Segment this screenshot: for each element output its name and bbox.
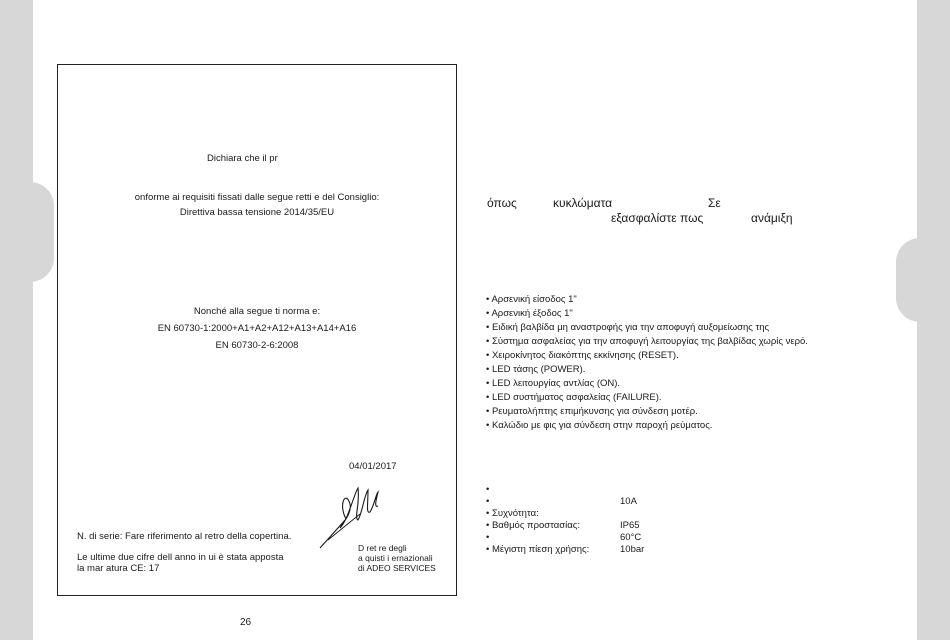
feature-item: • Ειδική βαλβίδα μη αναστροφής για την αποφυγή αυξομείωσης της	[486, 321, 808, 335]
spec-value: 10A	[620, 496, 637, 507]
spec-value: IP65	[620, 520, 640, 531]
feature-item: • Σύστημα ασφαλείας για την αποφυγή λειτουργίας της βαλβίδας χωρίς νερό.	[486, 335, 808, 349]
feature-item: • LED συστήματος ασφαλείας (FAILURE).	[486, 391, 808, 405]
standards-intro: Nonché alla segue ti norma e:	[193, 306, 321, 317]
spec-label: • Συχνότητα:	[486, 508, 539, 520]
conformity-line-1: onforme ai requisiti fissati dalle segue retti e del Consiglio:	[134, 192, 380, 203]
standard-1: EN 60730-1:2000+A1+A2+A12+A13+A14+A16	[157, 323, 357, 334]
greek-word-2: κυκλώματα	[553, 196, 613, 210]
greek-word-4: εξασφαλίστε πως	[611, 211, 704, 225]
left-page-tab	[30, 182, 54, 282]
feature-item: • Ρευματολήπτης επιμήκυνσης για σύνδεση μοτέρ.	[486, 405, 808, 419]
signatory-line-1: D ret re degli	[358, 543, 407, 553]
signature-image	[316, 474, 382, 552]
right-page-tab	[896, 238, 920, 322]
spec-label	[486, 496, 489, 508]
greek-word-1: όπως	[487, 196, 517, 210]
declaration-intro: Dichiara che il pr	[207, 153, 278, 164]
signatory-line-3: di ADEO SERVICES	[358, 563, 436, 573]
spec-label: • Βαθμός προστασίας:	[486, 520, 580, 532]
page-number: 26	[240, 617, 252, 628]
feature-item: • Αρσενική είσοδος 1"	[486, 293, 808, 307]
feature-item: • LED λειτουργίας αντλίας (ON).	[486, 377, 808, 391]
conformity-line-2: Direttiva bassa tensione 2014/35/EU	[179, 207, 335, 218]
ce-note-line-2: la mar atura CE: 17	[77, 563, 160, 574]
feature-item: • Καλώδιο με φις για σύνδεση στην παροχή ρεύματος.	[486, 419, 808, 433]
spec-label	[486, 484, 489, 496]
spec-value: 10bar	[620, 544, 645, 555]
feature-item: • Αρσενική έξοδος 1"	[486, 307, 808, 321]
greek-word-5: ανάμιξη	[751, 211, 793, 225]
signatory-line-2: a quisti i ernazionali	[358, 553, 433, 563]
feature-item: • LED τάσης (POWER).	[486, 363, 808, 377]
spec-value: 60°C	[620, 532, 642, 543]
declaration-date: 04/01/2017	[349, 461, 397, 472]
spec-label: • Μέγιστη πίεση χρήσης:	[486, 544, 589, 556]
feature-list	[486, 293, 808, 433]
greek-word-3: Σε	[708, 196, 721, 210]
feature-item: • Χειροκίνητος διακόπτης εκκίνησης (RESET).	[486, 349, 808, 363]
spec-label	[486, 532, 489, 544]
ce-note-line-1: Le ultime due cifre dell anno in ui è stata apposta	[77, 552, 284, 563]
serial-note: N. di serie: Fare riferimento al retro della copertina.	[77, 531, 292, 542]
standard-2: EN 60730-2-6:2008	[215, 340, 299, 351]
